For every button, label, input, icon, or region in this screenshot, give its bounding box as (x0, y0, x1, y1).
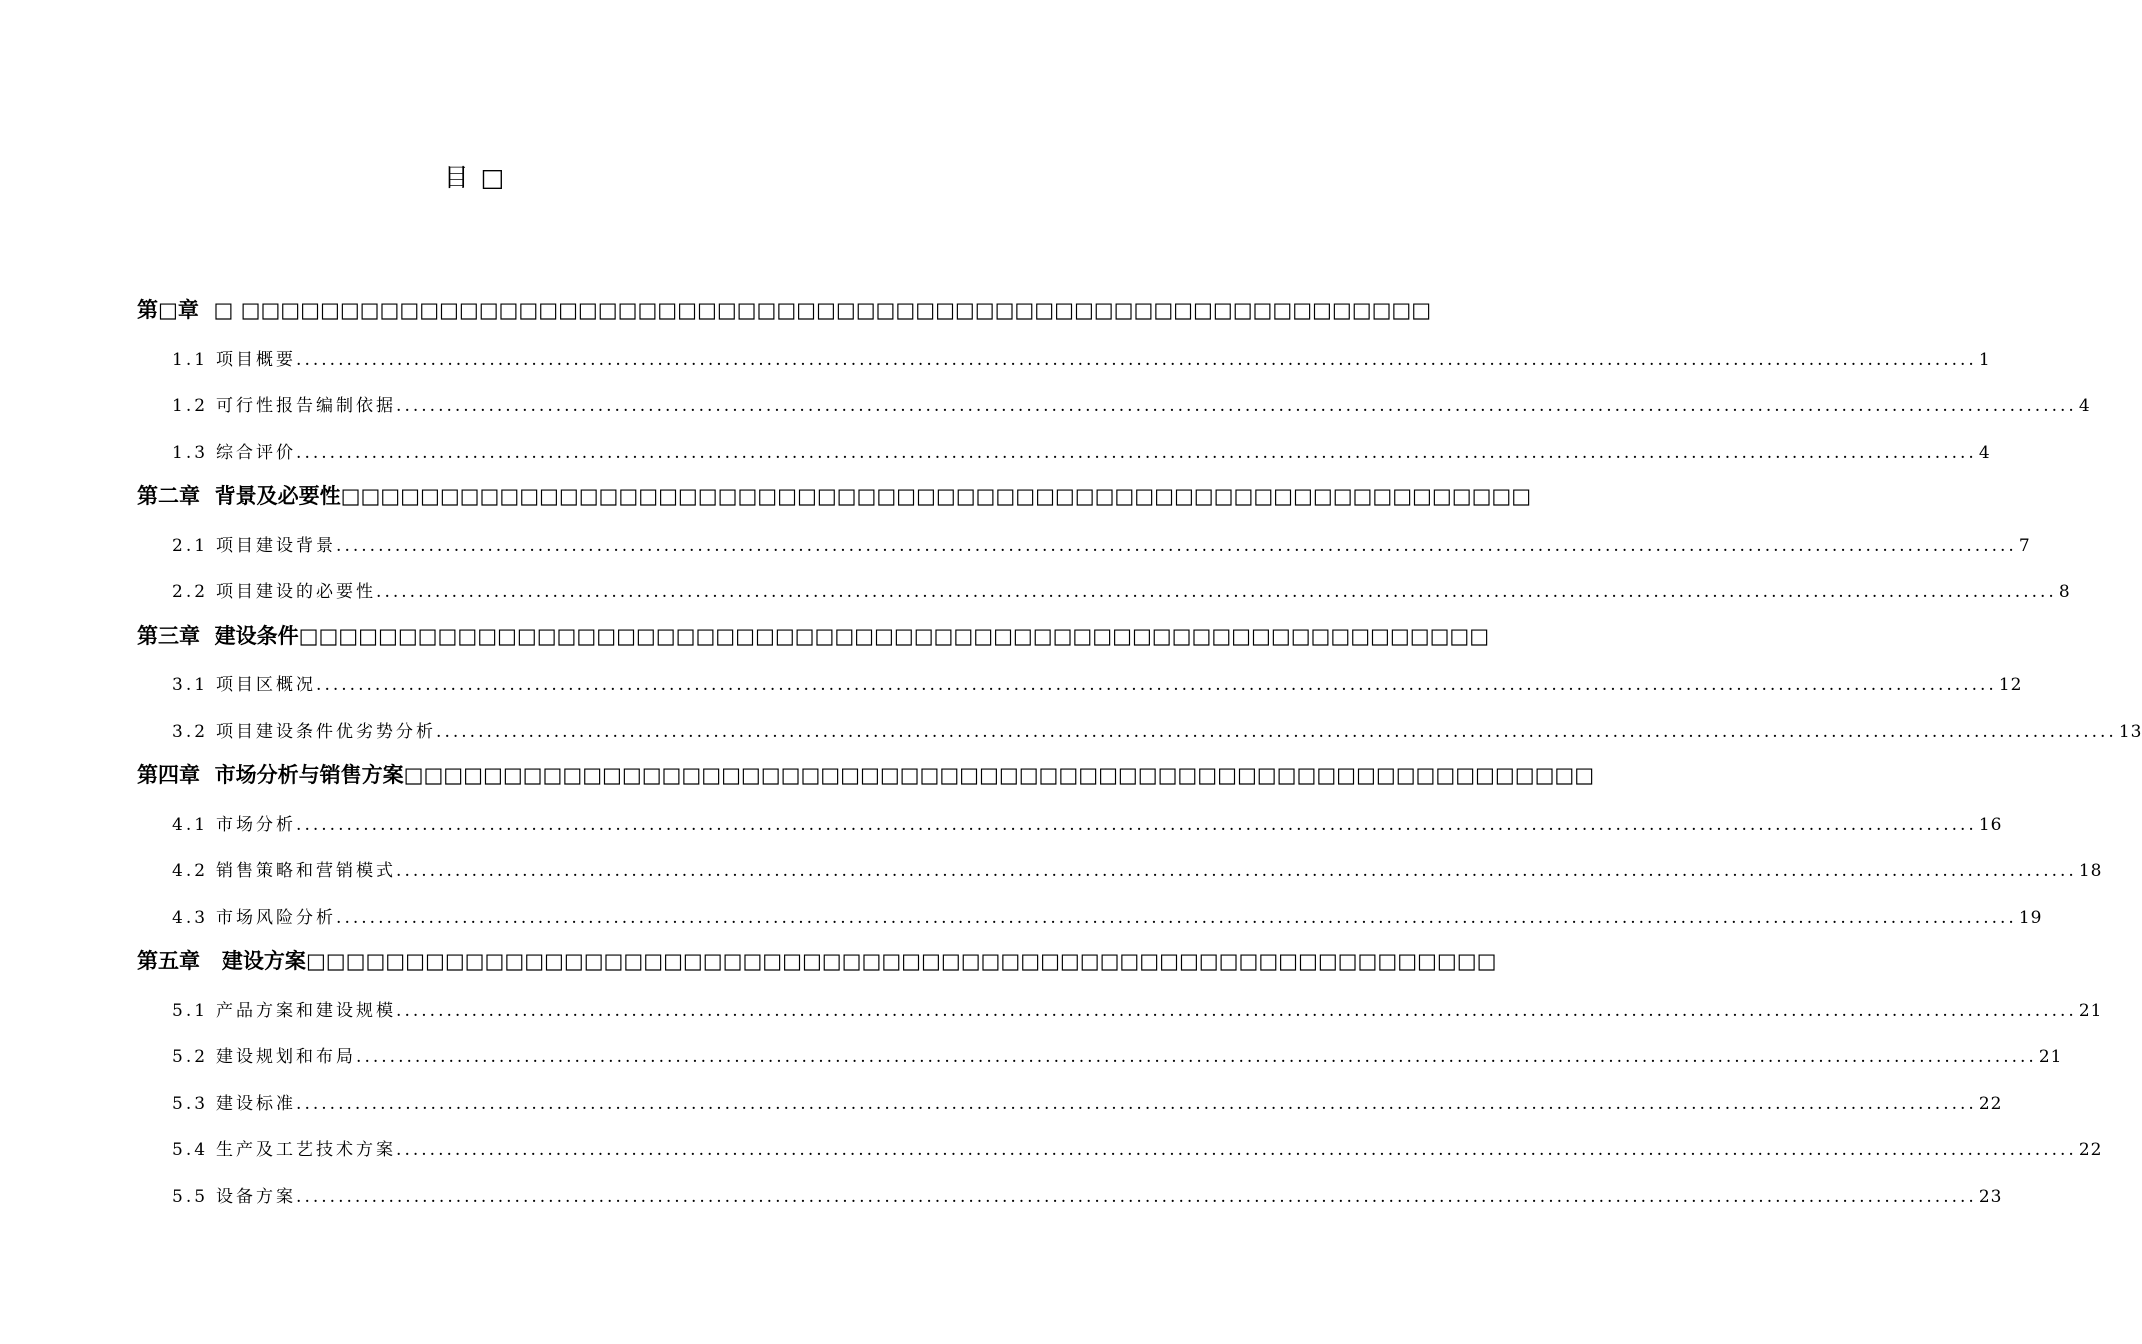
dot-leader: ........................................................................................................................................................................................................ (336, 907, 2017, 928)
dot-leader: ........................................................................................................................................................................................................ (396, 1140, 2077, 1160)
dot-leader: ........................................................................................................................................................................................................ (296, 1186, 1977, 1207)
dot-leader: ........................................................................................................................................................................................................ (296, 814, 1977, 835)
page-number: 23 (1978, 1186, 2003, 1207)
dot-leader: ........................................................................................................................................................................................................ (396, 1000, 2077, 1021)
section-number: 4.1 (172, 814, 209, 835)
chapter-placeholder-fill: □□□□□□□□□□□□□□□□□□□□□□□□□□□□□□□□□□□□□□□□□□□□□□□□□□□□□□□□□□□□ (298, 623, 1490, 648)
page-number: 22 (1978, 1093, 2003, 1114)
dot-leader: ........................................................................................................................................................................................................ (296, 349, 1977, 370)
toc-chapter-entry[interactable] (137, 480, 1532, 510)
toc-section-entry[interactable] (172, 1182, 2003, 1208)
toc-title: 目 □ (443, 163, 507, 192)
toc-section-entry[interactable] (172, 577, 2071, 603)
toc-section-entry[interactable] (172, 438, 1991, 464)
toc-section-entry[interactable] (172, 856, 2103, 882)
page-number: 18 (2078, 861, 2103, 881)
chapter-placeholder-fill: □□□□□□□□□□□□□□□□□□□□□□□□□□□□□□□□□□□□□□□□□□□□□□□□□□□□□□□□□□□□ (305, 949, 1497, 973)
chapter-placeholder-fill: □□□□□□□□□□□□□□□□□□□□□□□□□□□□□□□□□□□□□□□□□□□□□□□□□□□□□□□□□□□□ (340, 484, 1532, 508)
page-number: 22 (2078, 1140, 2103, 1160)
toc-section-entry[interactable] (172, 670, 2023, 696)
section-number: 4.2 (172, 861, 209, 881)
toc-section-entry[interactable] (172, 1089, 2003, 1115)
page-number: 13 (2118, 721, 2142, 742)
section-number: 5.2 (172, 1047, 209, 1067)
section-title: 产品方案和建设规模 (216, 1000, 397, 1021)
section-title: 可行性报告编制依据 (216, 396, 397, 416)
toc-chapter-entry[interactable] (137, 759, 1595, 789)
section-number: 1.1 (172, 349, 209, 370)
dot-leader: ........................................................................................................................................................................................................ (336, 535, 2017, 556)
toc-chapter-entry[interactable] (137, 620, 1490, 650)
section-title: 生产及工艺技术方案 (216, 1140, 397, 1160)
page-number: 21 (2038, 1047, 2063, 1067)
section-title: 项目建设条件优劣势分析 (216, 721, 437, 742)
toc-section-entry[interactable] (172, 996, 2103, 1022)
section-number: 5.3 (172, 1093, 209, 1114)
toc-section-entry[interactable] (172, 903, 2043, 929)
section-title: 项目概要 (216, 349, 297, 370)
section-number: 3.2 (172, 721, 209, 742)
toc-section-entry[interactable] (172, 345, 1991, 371)
chapter-label: 第二章 背景及必要性 (137, 484, 341, 508)
section-title: 建设规划和布局 (216, 1047, 357, 1067)
section-title: 综合评价 (216, 442, 297, 463)
toc-section-entry[interactable] (172, 717, 2142, 743)
toc-chapter-entry[interactable] (137, 294, 1432, 324)
page-number: 4 (1978, 442, 1991, 463)
section-number: 1.3 (172, 442, 209, 463)
page-number: 12 (1998, 675, 2023, 695)
toc-section-entry[interactable] (172, 531, 2031, 557)
section-title: 项目建设的必要性 (216, 582, 377, 602)
section-number: 5.5 (172, 1186, 209, 1207)
toc-section-entry[interactable] (172, 810, 2003, 836)
section-number: 2.1 (172, 535, 209, 556)
dot-leader: ........................................................................................................................................................................................................ (316, 675, 1997, 695)
page-number: 4 (2078, 396, 2091, 416)
chapter-label: 第□章 □ (137, 298, 241, 322)
toc-chapter-entry[interactable] (137, 945, 1497, 975)
dot-leader: ........................................................................................................................................................................................................ (376, 582, 2057, 602)
chapter-placeholder-fill: □□□□□□□□□□□□□□□□□□□□□□□□□□□□□□□□□□□□□□□□□□□□□□□□□□□□□□□□□□□□ (403, 763, 1595, 787)
section-title: 项目区概况 (216, 675, 317, 695)
toc-section-entry[interactable] (172, 1042, 2063, 1068)
chapter-label: 第四章 市场分析与销售方案 (137, 763, 404, 787)
dot-leader: ........................................................................................................................................................................................................ (396, 861, 2077, 881)
section-number: 3.1 (172, 675, 209, 695)
page-number: 19 (2018, 907, 2043, 928)
section-title: 市场风险分析 (216, 907, 337, 928)
section-title: 销售策略和营销模式 (216, 861, 397, 881)
dot-leader: ........................................................................................................................................................................................................ (436, 721, 2117, 742)
toc-section-entry[interactable] (172, 1135, 2103, 1161)
page-number: 7 (2018, 535, 2031, 556)
section-title: 项目建设背景 (216, 535, 337, 556)
page-number: 16 (1978, 814, 2003, 835)
page-number: 21 (2078, 1000, 2103, 1021)
section-title: 市场分析 (216, 814, 297, 835)
section-number: 5.4 (172, 1140, 209, 1160)
dot-leader: ........................................................................................................................................................................................................ (296, 442, 1977, 463)
section-title: 建设标准 (216, 1093, 297, 1114)
section-number: 4.3 (172, 907, 209, 928)
toc-section-entry[interactable] (172, 391, 2091, 417)
dot-leader: ........................................................................................................................................................................................................ (356, 1047, 2037, 1067)
chapter-placeholder-fill: □□□□□□□□□□□□□□□□□□□□□□□□□□□□□□□□□□□□□□□□□□□□□□□□□□□□□□□□□□□□ (240, 298, 1432, 322)
dot-leader: ........................................................................................................................................................................................................ (296, 1093, 1977, 1114)
section-number: 1.2 (172, 396, 209, 416)
chapter-label: 第五章 建设方案 (137, 949, 306, 973)
section-number: 5.1 (172, 1000, 209, 1021)
chapter-label: 第三章 建设条件 (137, 623, 299, 648)
section-title: 设备方案 (216, 1186, 297, 1207)
dot-leader: ........................................................................................................................................................................................................ (396, 396, 2077, 416)
section-number: 2.2 (172, 582, 209, 602)
page-number: 1 (1978, 349, 1991, 370)
page-number: 8 (2058, 582, 2071, 602)
